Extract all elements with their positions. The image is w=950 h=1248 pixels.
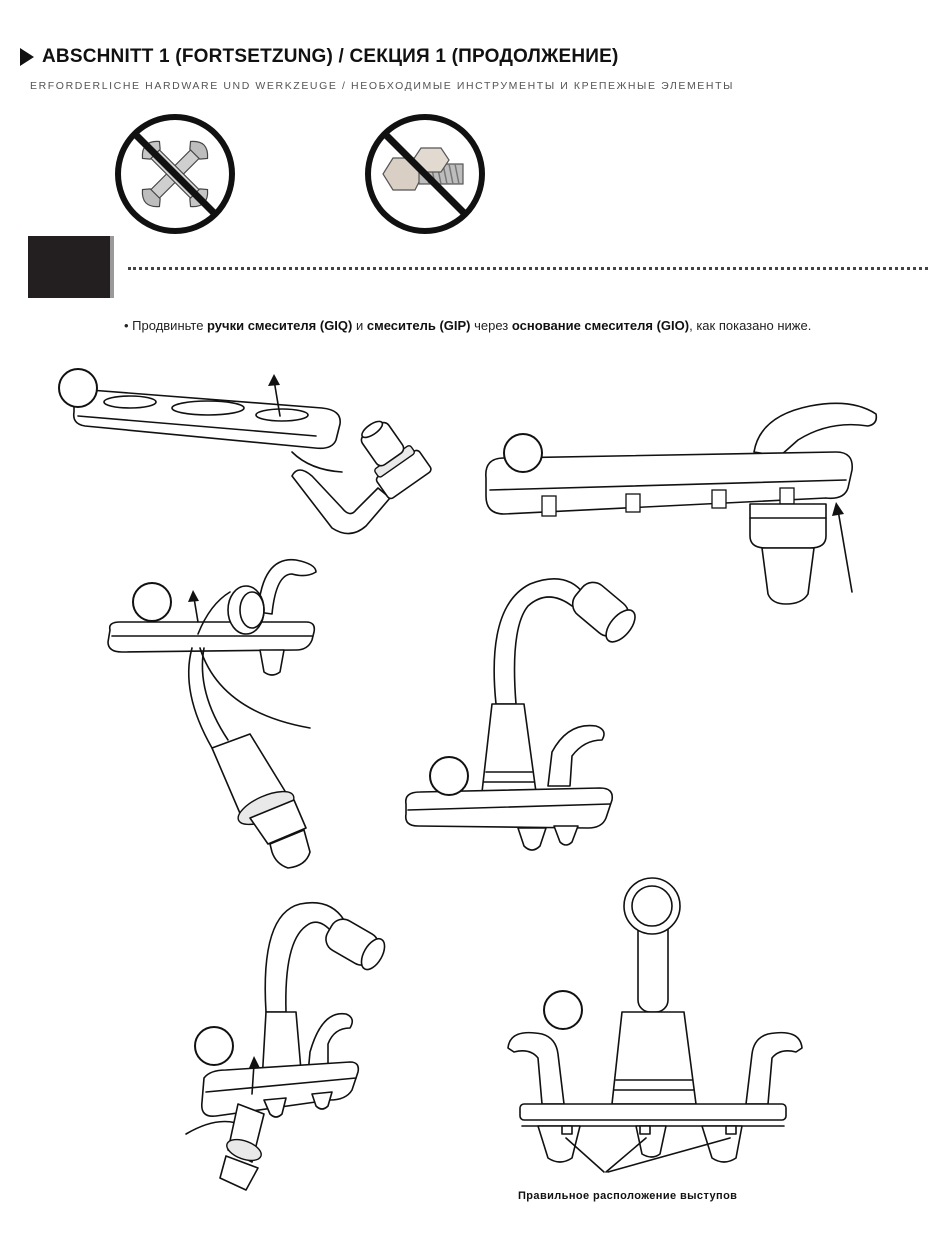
- section-header: [20, 46, 930, 92]
- instruction-text-2: и: [352, 318, 367, 333]
- instruction-handles: ручки смесителя (GIQ): [207, 318, 353, 333]
- figure-faucet-on-base: [400, 566, 630, 856]
- section-subtitle: ERFORDERLICHE HARDWARE UND WERKZEUGE / НЕОБХОДИМЫЕ ИНСТРУМЕНТЫ И КРЕПЕЖНЫЕ ЭЛЕМЕНТЫ: [30, 80, 734, 92]
- play-triangle-icon: [20, 48, 34, 66]
- figure-handle-under-base: [60, 360, 460, 540]
- step-circle-5: [194, 1026, 234, 1066]
- instruction-faucet: смеситель (GIP): [366, 318, 471, 333]
- step-circle-2: [503, 433, 543, 473]
- step-circle-3: [132, 582, 172, 622]
- instruction-text-4: , как показано ниже.: [689, 318, 812, 333]
- instruction-base: основание смесителя (GIO): [511, 318, 690, 333]
- no-hardware-bolt-icon: [363, 112, 487, 236]
- step-circle-1: [58, 368, 98, 408]
- instruction-text-3: через: [470, 318, 512, 333]
- no-tools-wrench-icon: [113, 112, 237, 236]
- step-number-block: [28, 236, 110, 298]
- section-title: ABSCHNITT 1 (FORTSETZUNG) / СЕКЦИЯ 1 (ПРОДОЛЖЕНИЕ): [42, 46, 619, 67]
- figure-caption: Правильное расположение выступов: [518, 1190, 738, 1202]
- instruction-text-1: Продвиньте: [132, 318, 208, 333]
- section-title-row: [20, 46, 930, 68]
- bullet-dot: •: [124, 318, 133, 333]
- dotted-divider: [128, 267, 928, 270]
- step-circle-6: [543, 990, 583, 1030]
- step-circle-4: [429, 756, 469, 796]
- instruction-bullet: [124, 318, 811, 333]
